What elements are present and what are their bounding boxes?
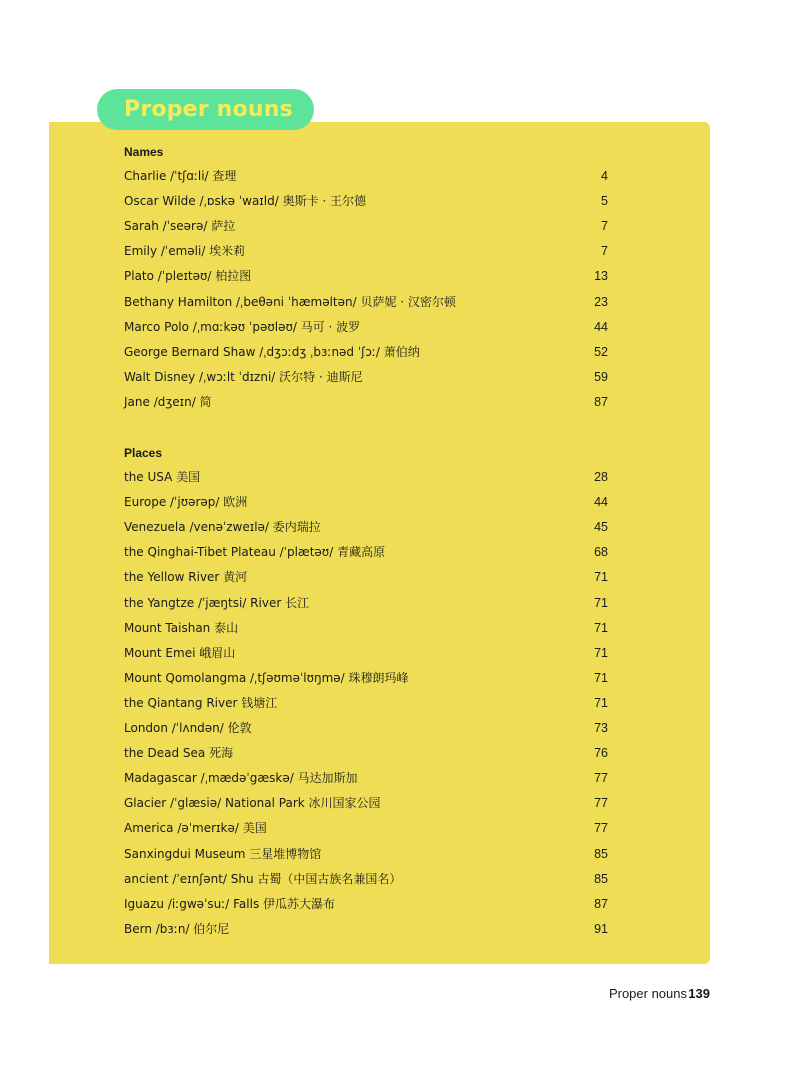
entry-page-number: 44	[594, 319, 608, 334]
index-row	[124, 365, 608, 390]
places-heading: Places	[124, 446, 163, 460]
entry-page-number: 7	[601, 219, 608, 234]
entry-text: Madagascar /ˌmædəˈgæskə/ 马达加斯加	[124, 771, 358, 786]
entry-page-number: 68	[594, 545, 608, 560]
index-row	[124, 616, 608, 641]
index-row	[124, 490, 608, 515]
entry-text: Glacier /ˈglæsiə/ National Park 冰川国家公园	[124, 796, 381, 811]
entry-text: Plato /ˈpleɪtəʊ/ 柏拉图	[124, 269, 252, 284]
entry-text: the Yellow River 黄河	[124, 570, 248, 585]
page-title: Proper nouns	[124, 97, 293, 122]
entry-page-number: 13	[594, 269, 608, 284]
entry-page-number: 5	[601, 194, 608, 209]
entry-text: Bethany Hamilton /ˌbeθəni ˈhæməltən/ 贝萨妮 · 汉密尔顿	[124, 294, 456, 309]
index-row	[124, 315, 608, 340]
entry-text: the USA 美国	[124, 470, 201, 484]
index-row	[124, 892, 608, 917]
entry-text: the Qinghai-Tibet Plateau /ˈplætəʊ/ 青藏高原	[124, 545, 386, 560]
index-row	[124, 716, 608, 741]
title-tab	[97, 89, 314, 130]
entry-text: Venezuela /venəˈzweɪlə/ 委内瑞拉	[124, 520, 321, 535]
entry-text: Sarah /ˈseərə/ 萨拉	[124, 219, 236, 234]
index-row	[124, 565, 608, 590]
entry-text: the Yangtze /ˈjæŋtsi/ River 长江	[124, 595, 310, 610]
entry-text: Walt Disney /ˌwɔːlt ˈdɪzni/ 沃尔特 · 迪斯尼	[124, 369, 363, 384]
entry-text: Mount Emei 峨眉山	[124, 645, 236, 660]
index-row	[124, 691, 608, 716]
entry-page-number: 44	[594, 495, 608, 510]
index-row	[124, 264, 608, 289]
entry-page-number: 28	[594, 470, 608, 484]
entry-page-number: 87	[594, 394, 608, 409]
entry-page-number: 73	[594, 721, 608, 735]
entry-text: Oscar Wilde /ˌɒskə ˈwaɪld/ 奥斯卡 · 王尔德	[124, 194, 367, 209]
footer-page-number: 139	[688, 986, 710, 1001]
index-row	[124, 641, 608, 666]
entry-text: Sanxingdui Museum 三星堆博物馆	[124, 846, 322, 861]
entry-page-number: 91	[594, 921, 608, 936]
index-row	[124, 816, 608, 841]
footer-label: Proper nouns	[608, 986, 687, 1001]
entry-page-number: 71	[594, 645, 608, 660]
index-row	[124, 214, 608, 239]
entry-text: Emily /ˈeməli/ 埃米莉	[124, 244, 246, 259]
index-row	[124, 666, 608, 691]
entry-page-number: 85	[594, 871, 608, 886]
index-row	[124, 591, 608, 616]
entry-page-number: 71	[594, 620, 608, 635]
entry-page-number: 77	[594, 821, 608, 836]
entry-page-number: 7	[601, 244, 608, 259]
index-row	[124, 766, 608, 791]
entry-page-number: 77	[594, 796, 608, 811]
entry-page-number: 85	[594, 846, 608, 861]
index-row	[124, 741, 608, 766]
entry-page-number: 71	[594, 670, 608, 685]
entry-text: Mount Qomolangma /ˌtʃəʊməˈlʊŋmə/ 珠穆朗玛峰	[124, 670, 409, 685]
index-row	[124, 842, 608, 867]
index-row	[124, 515, 608, 540]
entry-text: Europe /ˈjʊərəp/ 欧洲	[124, 495, 248, 510]
names-heading: Names	[124, 145, 164, 159]
entry-page-number: 71	[594, 570, 608, 585]
entry-page-number: 77	[594, 771, 608, 786]
index-row	[124, 189, 608, 214]
index-row	[124, 390, 608, 415]
entry-text: Charlie /ˈtʃɑːli/ 查理	[124, 169, 237, 183]
index-row	[124, 540, 608, 565]
entry-text: Bern /bɜːn/ 伯尔尼	[124, 921, 230, 936]
entry-page-number: 71	[594, 595, 608, 610]
entry-text: George Bernard Shaw /ˌdʒɔːdʒ ˌbɜːnəd ˈʃɔː/ 萧伯纳	[124, 344, 420, 359]
entry-page-number: 59	[594, 369, 608, 384]
entry-page-number: 87	[594, 896, 608, 911]
entry-text: London /ˈlʌndən/ 伦敦	[124, 721, 252, 735]
entry-text: Marco Polo /ˌmɑːkəʊ ˈpəʊləʊ/ 马可 · 波罗	[124, 319, 361, 334]
entry-text: the Qiantang River 钱塘江	[124, 695, 278, 710]
entry-page-number: 45	[594, 520, 608, 535]
index-row	[124, 239, 608, 264]
index-row	[124, 867, 608, 892]
index-row	[124, 917, 608, 942]
entry-text: the Dead Sea 死海	[124, 746, 234, 761]
index-row	[124, 164, 608, 189]
index-row	[124, 290, 608, 315]
entry-text: America /əˈmerɪkə/ 美国	[124, 821, 267, 836]
index-row	[124, 340, 608, 365]
entry-page-number: 71	[594, 695, 608, 710]
entry-page-number: 52	[594, 344, 608, 359]
index-row	[124, 465, 608, 490]
entry-page-number: 76	[594, 746, 608, 761]
entry-page-number: 23	[594, 294, 608, 309]
entry-page-number: 4	[601, 169, 608, 183]
entry-text: Jane /dʒeɪn/ 简	[124, 394, 212, 409]
entry-text: ancient /ˈeɪnʃənt/ Shu 古蜀（中国古族名兼国名）	[124, 871, 402, 886]
entry-text: Iguazu /iːgwəˈsuː/ Falls 伊瓜苏大瀑布	[124, 896, 336, 911]
entry-text: Mount Taishan 泰山	[124, 620, 239, 635]
index-row	[124, 791, 608, 816]
